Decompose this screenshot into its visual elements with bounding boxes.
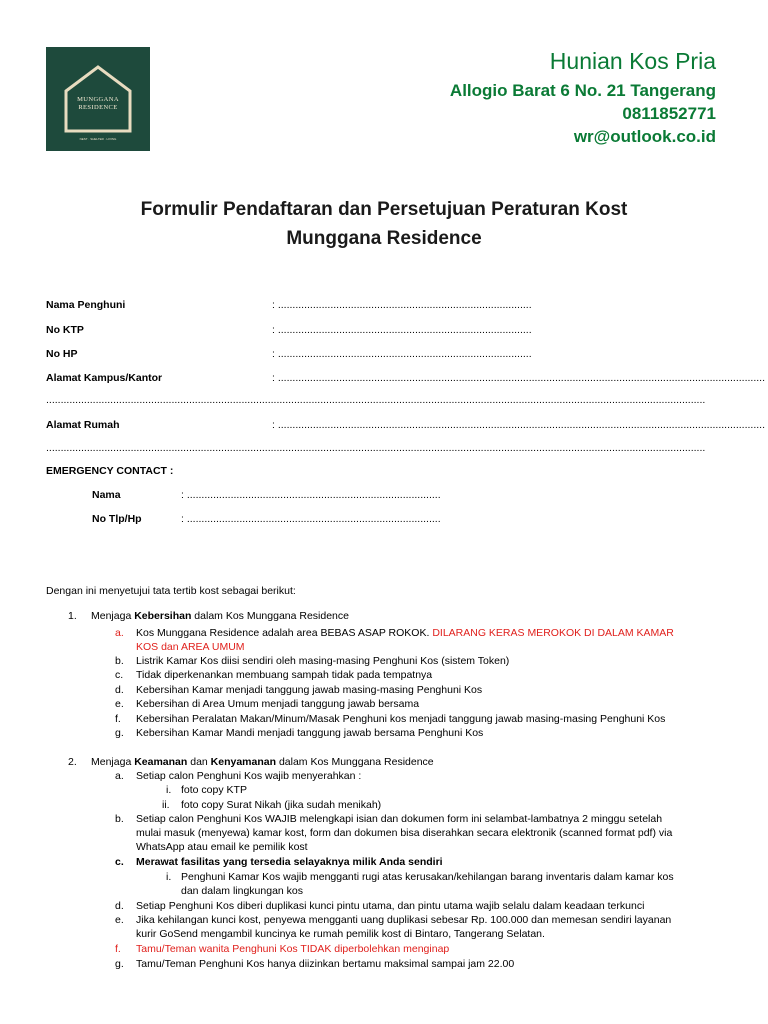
rule-2c-marker: c. (115, 856, 124, 868)
rule-2-heading-bold1: Keamanan (134, 756, 188, 768)
field-label: Alamat Kampus/Kantor (46, 372, 163, 384)
rule-1a-text-main: Kos Munggana Residence adalah area BEBAS ASAP ROKOK. (136, 627, 433, 639)
rule-2-heading (91, 755, 434, 769)
rule-2b-line3: WhatsApp atau email ke pemilik kost (136, 841, 308, 853)
rule-2d-marker: d. (115, 900, 124, 912)
rule-1-number: 1. (68, 610, 77, 622)
rule-2-heading-pre: Menjaga (91, 756, 135, 768)
rule-2e-marker: e. (115, 914, 124, 926)
rule-2a-text: Setiap calon Penghuni Kos wajib menyerahkan : (136, 770, 362, 782)
field-alamat-kampus-input-line2[interactable]: .................................................................................................................................................................................................................................. (46, 394, 706, 406)
field-label: Nama (92, 489, 121, 501)
document-title-line1: Formulir Pendaftaran dan Persetujuan Peraturan Kost (140, 199, 628, 220)
rule-2a-ii-marker: ii. (162, 799, 170, 811)
rule-2b-line1: Setiap calon Penghuni Kos WAJIB melengkapi isian dan dokumen form ini selambat-lambatnya 2 minggu setelah (136, 813, 663, 825)
rule-2a-ii-text: foto copy Surat Nikah (jika sudah menikah) (181, 799, 382, 811)
field-nama-penghuni-input[interactable]: : ....................................................................................... (272, 299, 532, 311)
rule-2c-i-marker: i. (166, 871, 172, 883)
rule-2b-line2: mulai masuk (menyewa) kamar kost, form dan dokumen bisa diserahkan secara elektronik (scanned format pdf) via (136, 827, 673, 839)
rule-2c-text: Merawat fasilitas yang tersedia selayaknya milik Anda sendiri (136, 856, 443, 868)
rule-1a-marker: a. (115, 627, 124, 639)
rule-1c-text: Tidak diperkenankan membuang sampah tidak pada tempatnya (136, 669, 433, 681)
document-title (0, 195, 768, 253)
rule-1a-text-red: DILARANG KERAS MEROKOK DI DALAM KAMAR (432, 627, 674, 639)
rule-2e-line1: Jika kehilangan kunci kost, penyewa mengganti uang duplikasi sebesar Rp. 100.000 dan memesan sendiri layanan (136, 914, 672, 926)
rule-2f-marker: f. (115, 943, 121, 955)
rule-1-heading-pre: Menjaga (91, 610, 135, 622)
field-alamat-rumah-input-line2[interactable]: .................................................................................................................................................................................................................................. (46, 442, 706, 454)
rule-2-number: 2. (68, 756, 77, 768)
header-email[interactable]: wr@outlook.co.id (573, 127, 716, 146)
rule-1-heading (91, 609, 349, 623)
field-emergency-nama-input[interactable]: : ....................................................................................... (181, 489, 441, 501)
logo-line1: MUNGGANA (77, 96, 119, 103)
rule-1f-marker: f. (115, 713, 121, 725)
rule-2g-marker: g. (115, 958, 124, 970)
rule-2d-text: Setiap Penghuni Kos diberi duplikasi kunci pintu utama, dan pintu utama wajib selalu dalam keadaan terkunci (136, 900, 645, 912)
rule-1c-marker: c. (115, 669, 124, 681)
rule-1b-text: Listrik Kamar Kos diisi sendiri oleh masing-masing Penghuni Kos (sistem Token) (136, 655, 510, 667)
rule-2-heading-post: dalam Kos Munggana Residence (276, 756, 434, 768)
rule-2-heading-bold2: Kenyamanan (210, 756, 277, 768)
field-alamat-rumah-input[interactable]: : ....................................................................................................................................................................... (272, 419, 766, 431)
logo-tagline: NEST · SHELTER · LIVING (79, 137, 117, 141)
rule-2a-marker: a. (115, 770, 124, 782)
rules-intro: Dengan ini menyetujui tata tertib kost sebagai berikut: (46, 585, 296, 597)
field-no-hp-input[interactable]: : ....................................................................................... (272, 348, 532, 360)
rule-2f-text: Tamu/Teman wanita Penghuni Kos TIDAK diperbolehkan menginap (136, 943, 450, 955)
rule-2a-i-marker: i. (166, 784, 172, 796)
emergency-contact-heading: EMERGENCY CONTACT : (46, 465, 174, 477)
rule-1g-text: Kebersihan Kamar Mandi menjadi tanggung jawab bersama Penghuni Kos (136, 727, 484, 739)
rule-1a-text-red-line2: KOS dan AREA UMUM (136, 641, 245, 653)
rule-2-heading-mid: dan (187, 756, 211, 768)
rule-1e-marker: e. (115, 698, 124, 710)
logo-line2: RESIDENCE (78, 104, 118, 111)
rule-1e-text: Kebersihan di Area Umum menjadi tanggung jawab bersama (136, 698, 420, 710)
field-alamat-kampus-input[interactable]: : ....................................................................................................................................................................... (272, 372, 766, 384)
header-address: Allogio Barat 6 No. 21 Tangerang (449, 81, 716, 100)
rule-1f-text: Kebersihan Peralatan Makan/Minum/Masak Penghuni kos menjadi tanggung jawab masing-masing Penghuni Kos (136, 713, 666, 725)
rule-1d-marker: d. (115, 684, 124, 696)
header-title: Hunian Kos Pria (549, 48, 716, 74)
field-label: No Tlp/Hp (92, 513, 142, 525)
rule-1g-marker: g. (115, 727, 124, 739)
field-no-ktp-input[interactable]: : ....................................................................................... (272, 324, 532, 336)
document-title-line2: Munggana Residence (286, 228, 482, 249)
rule-2c-i-line2: dan dalam lingkungan kos (181, 885, 304, 897)
rule-2c-i-line1: Penghuni Kamar Kos wajib mengganti rugi atas kerusakan/kehilangan barang inventaris dalam kamar kos (181, 871, 674, 883)
logo (46, 47, 150, 151)
field-emergency-phone-input[interactable]: : ....................................................................................... (181, 513, 441, 525)
field-label: Alamat Rumah (46, 419, 120, 431)
header-phone: 0811852771 (622, 104, 716, 123)
field-label: Nama Penghuni (46, 299, 126, 311)
rule-2a-i-text: foto copy KTP (181, 784, 247, 796)
field-label: No KTP (46, 324, 84, 336)
field-label: No HP (46, 348, 78, 360)
rule-1d-text: Kebersihan Kamar menjadi tanggung jawab masing-masing Penghuni Kos (136, 684, 483, 696)
rule-1-heading-post: dalam Kos Munggana Residence (191, 610, 349, 622)
rule-2e-line2: kurir GoSend mengambil kuncinya ke rumah pemilik kost di Bintaro, Tangerang Selatan. (136, 928, 545, 940)
rule-1a-text (136, 626, 674, 640)
rule-1b-marker: b. (115, 655, 124, 667)
rule-1-heading-bold: Kebersihan (134, 610, 192, 622)
rule-2g-text: Tamu/Teman Penghuni Kos hanya diizinkan bertamu maksimal sampai jam 22.00 (136, 958, 515, 970)
rule-2b-marker: b. (115, 813, 124, 825)
